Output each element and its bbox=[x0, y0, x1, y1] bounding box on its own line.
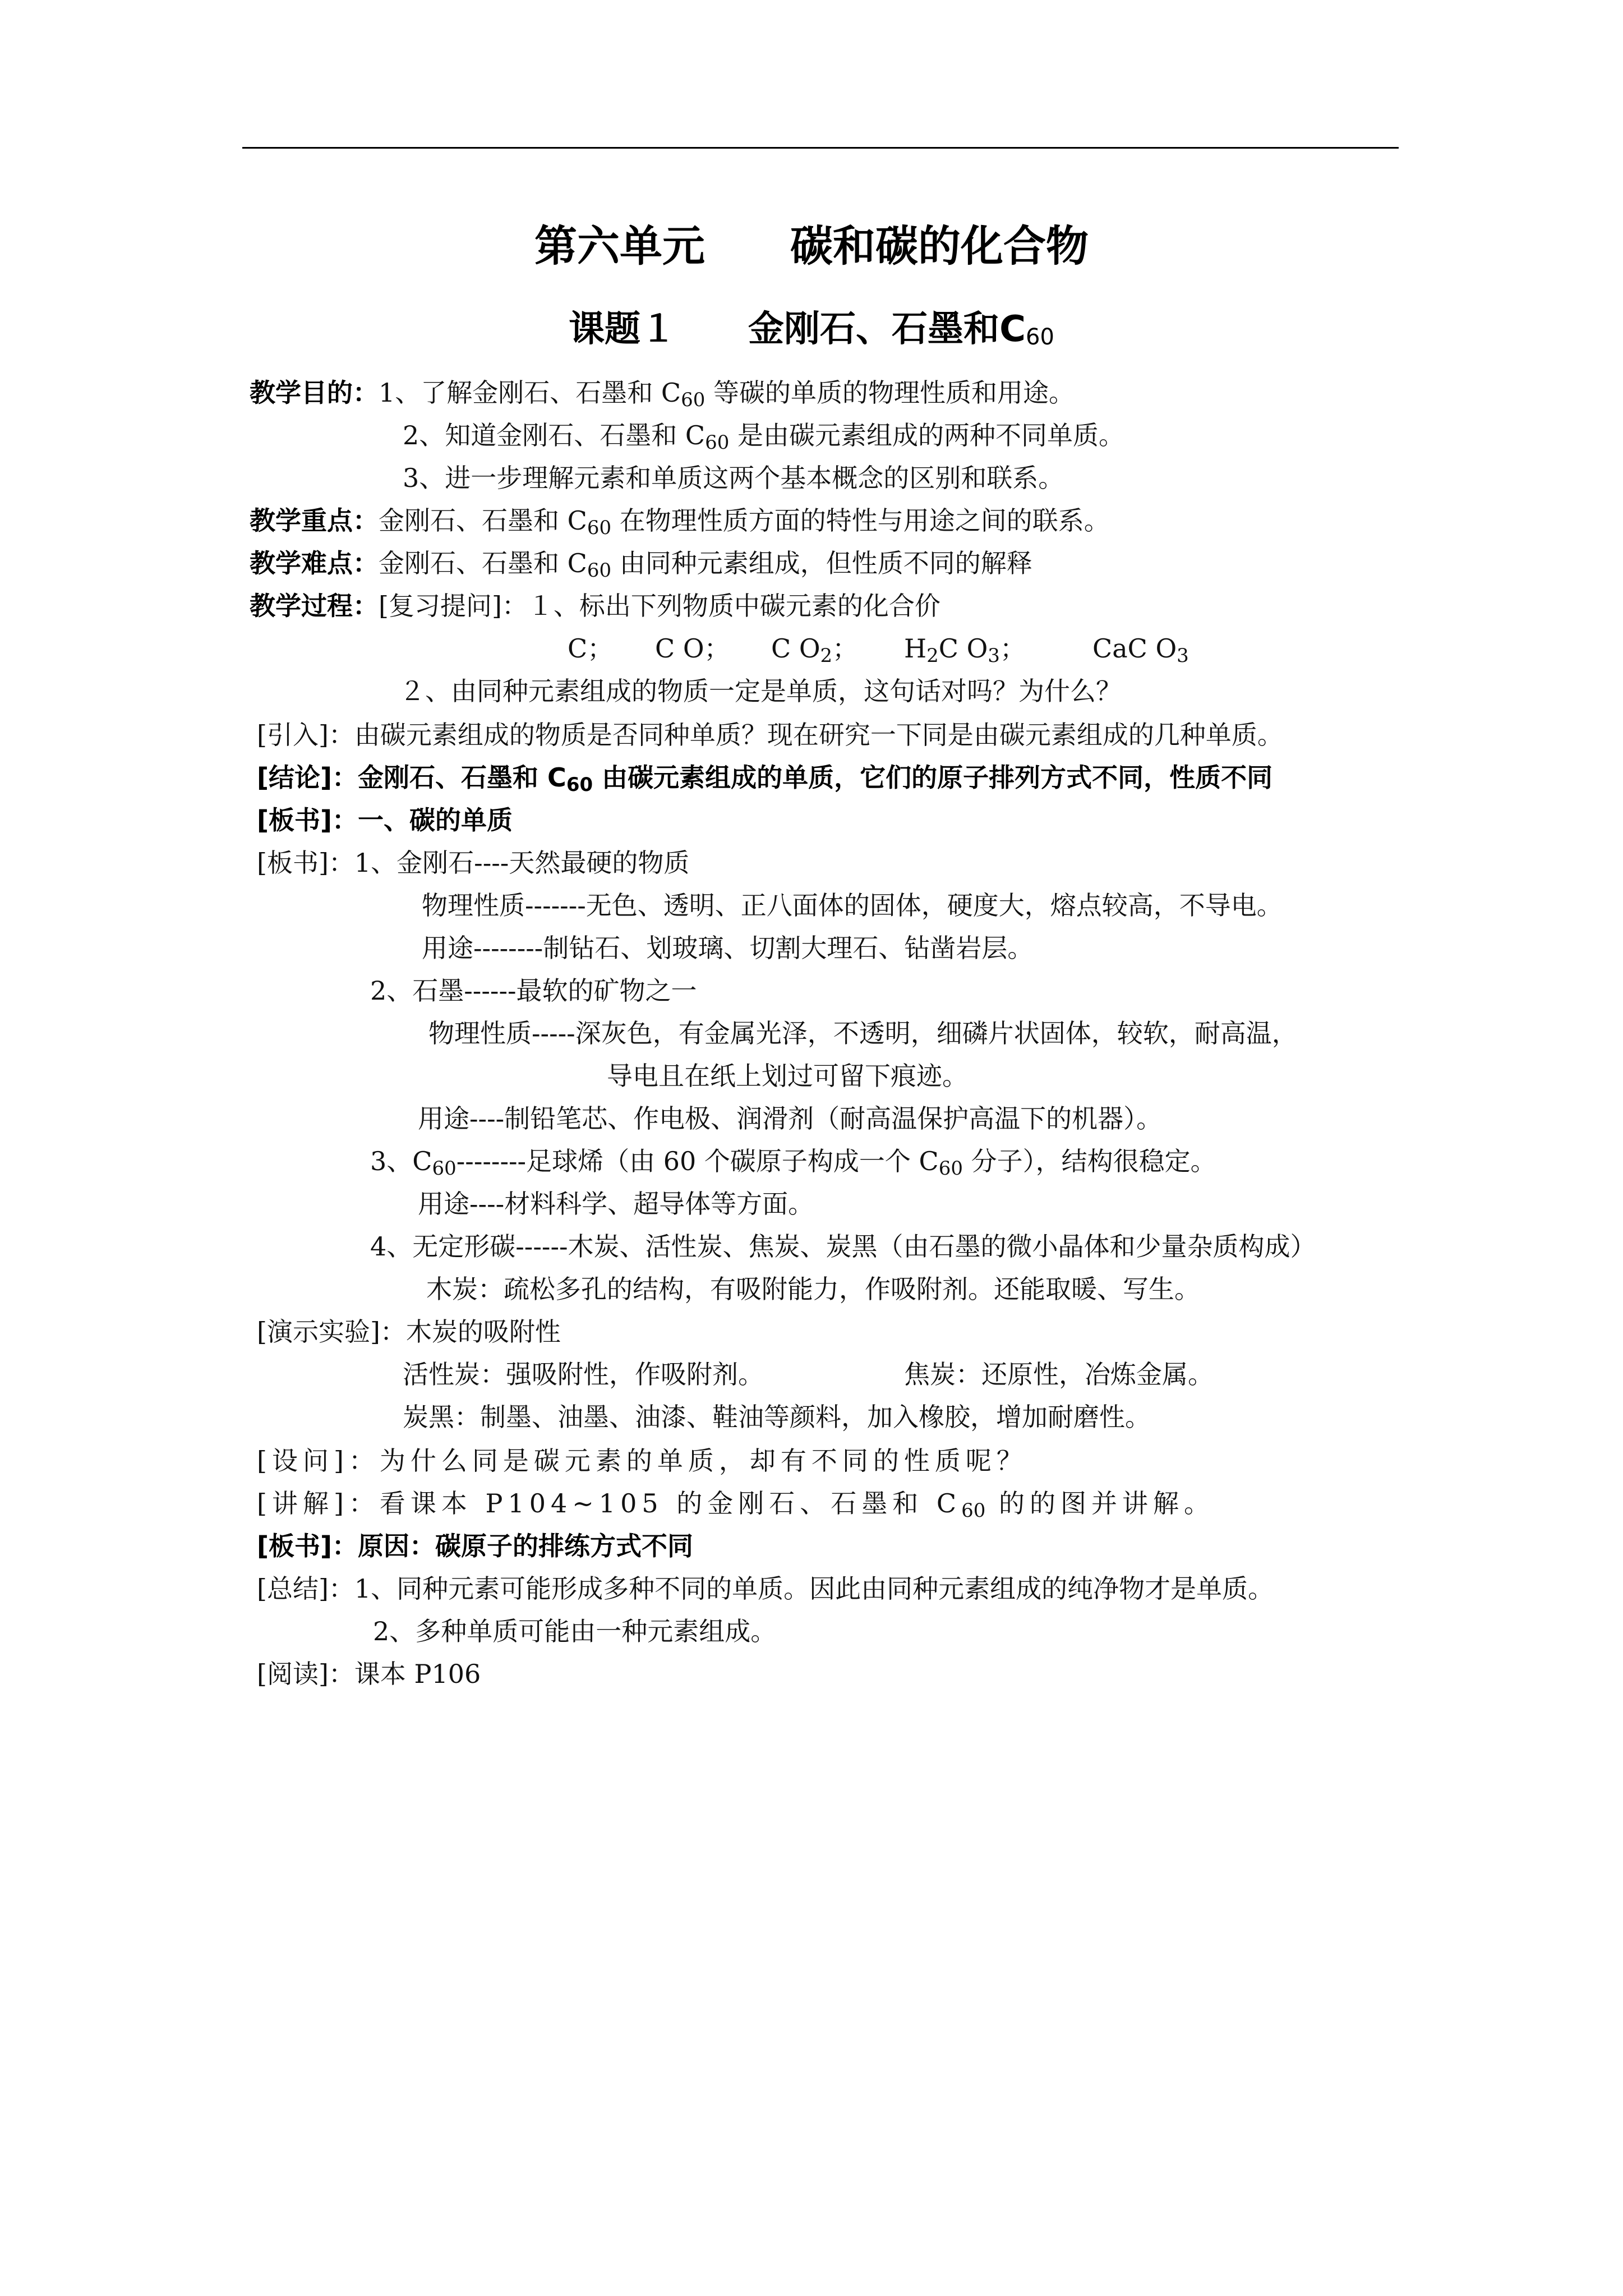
formula-h2co3-c: ； bbox=[999, 633, 1026, 664]
graphite-properties-cont: 导电且在纸上划过可留下痕迹。 bbox=[607, 1061, 968, 1091]
goal-1-text-b: 等碳的单质的物理性质和用途。 bbox=[705, 378, 1075, 408]
goal-2-sub: 60 bbox=[705, 431, 730, 454]
conclusion-line bbox=[257, 761, 1272, 802]
goal-1-sub: 60 bbox=[681, 389, 706, 411]
conclusion-text-a: [结论]：金刚石、石墨和 C bbox=[257, 762, 566, 793]
difficulty-label: 教学难点： bbox=[250, 548, 379, 578]
key-point-text-a: 金刚石、石墨和 C bbox=[379, 505, 587, 536]
goal-2-text-b: 是由碳元素组成的两种不同单质。 bbox=[729, 420, 1124, 450]
teaching-key-point bbox=[250, 504, 1110, 545]
summary-2: 2、多种单质可能由一种元素组成。 bbox=[373, 1616, 777, 1646]
activated-carbon: 活性炭：强吸附性，作吸附剂。 bbox=[403, 1359, 764, 1389]
key-point-label: 教学重点： bbox=[250, 505, 379, 536]
formula-co2-b: ； bbox=[832, 633, 859, 664]
teaching-difficulty bbox=[250, 546, 1032, 587]
carbon-black: 炭黑：制墨、油墨、油漆、鞋油等颜料，加入橡胶，增加耐磨性。 bbox=[403, 1402, 1151, 1432]
formula-co: C O； bbox=[655, 633, 730, 664]
key-point-text-b: 在物理性质方面的特性与用途之间的联系。 bbox=[611, 505, 1110, 536]
question-line: [设问]：为什么同是碳元素的单质，却有不同的性质呢？ bbox=[257, 1446, 1027, 1476]
difficulty-text-b: 由同种元素组成，但性质不同的解释 bbox=[611, 548, 1032, 578]
graphite-properties: 物理性质-----深灰色，有金属光泽，不透明，细磷片状固体，较软，耐高温， bbox=[428, 1018, 1298, 1048]
process-label: 教学过程： bbox=[250, 591, 379, 621]
goal-2-text-a: 2、知道金刚石、石墨和 C bbox=[403, 420, 706, 450]
c60-text-b: --------足球烯（由 60 个碳原子构成一个 C bbox=[456, 1146, 939, 1176]
c60-uses: 用途----材料科学、超导体等方面。 bbox=[418, 1189, 814, 1219]
charcoal-line: 木炭：疏松多孔的结构，有吸附能力，作吸附剂。还能取暖、写生。 bbox=[426, 1274, 1200, 1304]
formula-caco3-sub: 3 bbox=[1177, 645, 1189, 667]
formula-h2co3 bbox=[904, 632, 1026, 673]
introduction-line: [引入]：由碳元素组成的物质是否同种单质？现在研究一下同是由碳元素组成的几种单质。 bbox=[257, 720, 1283, 750]
explanation-line bbox=[257, 1487, 1215, 1527]
c60-heading bbox=[370, 1144, 1216, 1185]
diamond-uses: 用途--------制钻石、划玻璃、切割大理石、钻凿岩层。 bbox=[422, 933, 1034, 963]
graphite-uses: 用途----制铅笔芯、作电极、润滑剂（耐高温保护高温下的机器）。 bbox=[418, 1103, 1163, 1134]
subtitle-60: 60 bbox=[1026, 324, 1054, 350]
explanation-text-a: [讲解]：看课本 P104~105 的金刚石、石墨和 C bbox=[257, 1488, 962, 1519]
formula-co2-sub: 2 bbox=[820, 645, 833, 667]
board-heading-1: [板书]：一、碳的单质 bbox=[257, 805, 513, 835]
demo-experiment: [演示实验]：木炭的吸附性 bbox=[257, 1317, 561, 1347]
board-reason: [板书]：原因：碳原子的排练方式不同 bbox=[257, 1531, 694, 1561]
formula-h2co3-sub2: 3 bbox=[988, 645, 1000, 667]
formula-caco3-a: CaC O bbox=[1092, 633, 1177, 664]
reading-line: [阅读]：课本 P106 bbox=[257, 1659, 481, 1689]
subtitle-text: 课题１ 金刚石、石墨和 bbox=[569, 309, 1000, 350]
goal-1-text-a: 1、了解金刚石、石墨和 C bbox=[379, 378, 681, 408]
c60-sub-2: 60 bbox=[938, 1157, 963, 1180]
board-diamond: [板书]：1、金刚石----天然最硬的物质 bbox=[257, 848, 690, 878]
formula-c: C； bbox=[568, 633, 614, 664]
formula-h2co3-b: C O bbox=[938, 633, 988, 664]
formula-caco3 bbox=[1092, 632, 1189, 673]
coke-line: 焦炭：还原性，冶炼金属。 bbox=[904, 1359, 1214, 1389]
graphite-heading: 2、石墨------最软的矿物之一 bbox=[370, 976, 697, 1006]
formula-h2co3-sub1: 2 bbox=[926, 645, 939, 667]
teaching-process bbox=[250, 589, 940, 623]
teaching-goal-1 bbox=[250, 376, 1075, 417]
c60-text-a: 3、C bbox=[370, 1146, 432, 1176]
conclusion-text-b: 由碳元素组成的单质，它们的原子排列方式不同，性质不同 bbox=[593, 762, 1273, 793]
subtitle-c: C bbox=[999, 309, 1026, 350]
c60-sub-1: 60 bbox=[432, 1157, 457, 1180]
formula-co2-a: C O bbox=[771, 633, 820, 664]
formula-h2co3-a: H bbox=[904, 633, 927, 664]
goal-label: 教学目的： bbox=[250, 378, 379, 408]
explanation-sub: 60 bbox=[961, 1499, 986, 1522]
formula-co2 bbox=[771, 632, 858, 673]
diamond-properties: 物理性质-------无色、透明、正八面体的固体，硬度大，熔点较高，不导电。 bbox=[422, 890, 1283, 921]
amorphous-carbon-heading: 4、无定形碳------木炭、活性炭、焦炭、炭黑（由石墨的微小晶体和少量杂质构成） bbox=[370, 1231, 1316, 1262]
key-point-sub: 60 bbox=[587, 517, 612, 539]
c60-text-c: 分子），结构很稳定。 bbox=[962, 1146, 1216, 1176]
page-title: 第六单元 碳和碳的化合物 bbox=[534, 221, 1089, 271]
conclusion-sub: 60 bbox=[566, 774, 593, 796]
difficulty-sub: 60 bbox=[587, 559, 612, 582]
teaching-goal-3: 3、进一步理解元素和单质这两个基本概念的区别和联系。 bbox=[403, 463, 1064, 493]
lesson-subtitle bbox=[0, 300, 1623, 352]
summary-1: [总结]：1、同种元素可能形成多种不同的单质。因此由同种元素组成的纯净物才是单质。 bbox=[257, 1573, 1274, 1604]
teaching-goal-2 bbox=[403, 418, 1124, 459]
review-question-2: ２、由同种元素组成的物质一定是单质，这句话对吗？为什么？ bbox=[399, 676, 1122, 706]
difficulty-text-a: 金刚石、石墨和 C bbox=[379, 548, 587, 578]
explanation-text-b: 的的图并讲解。 bbox=[985, 1488, 1215, 1519]
header-rule bbox=[242, 147, 1399, 149]
process-text: [复习提问]：１、标出下列物质中碳元素的化合价 bbox=[379, 591, 940, 621]
